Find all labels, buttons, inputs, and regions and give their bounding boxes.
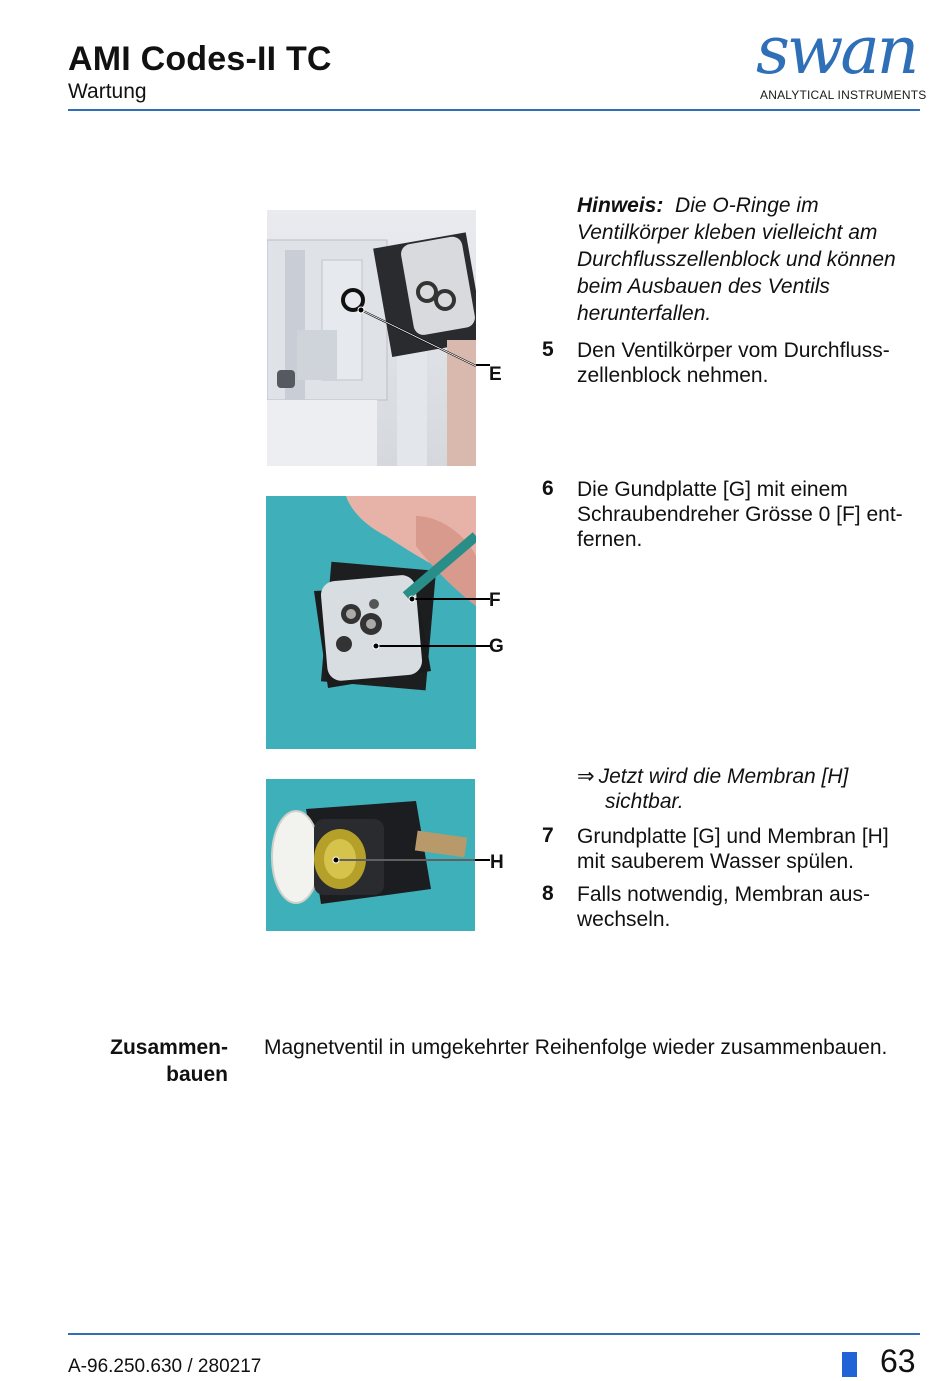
callout-line-h — [475, 859, 490, 861]
result-line: Jetzt wird die Membran [H] — [598, 765, 849, 788]
step-line: zellenblock nehmen. — [577, 364, 769, 387]
page-marker — [842, 1352, 857, 1377]
step-text — [577, 477, 927, 552]
step-text — [577, 338, 927, 388]
logo-wordmark: swan — [756, 12, 917, 89]
step-line: Grundplatte [G] und Membran [H] — [577, 825, 889, 848]
callout-line-g — [476, 645, 490, 647]
page-number: 63 — [880, 1343, 916, 1379]
note-line: Ventilkörper kleben vielleicht am — [577, 221, 878, 244]
callout-h: H — [490, 852, 504, 873]
base-plate-photo — [266, 496, 476, 749]
step-line: Den Ventilkörper vom Durchfluss- — [577, 339, 890, 362]
result-note — [577, 764, 917, 814]
membrane-photo — [266, 779, 475, 931]
step-line: Schraubendreher Grösse 0 [F] ent- — [577, 503, 903, 526]
callout-f: F — [489, 590, 501, 611]
footer-divider — [68, 1333, 920, 1335]
note-label: Hinweis: — [577, 194, 664, 217]
step-text — [577, 882, 927, 932]
callout-line-e — [476, 364, 490, 366]
note-block — [577, 192, 927, 327]
callout-g: G — [489, 636, 504, 657]
assembly-heading — [80, 1034, 228, 1088]
step-text — [577, 824, 927, 874]
step-line: Die Gundplatte [G] mit einem — [577, 478, 848, 501]
document-number: A-96.250.630 / 280217 — [68, 1356, 262, 1377]
assembly-heading-line: bauen — [166, 1063, 228, 1086]
note-line: beim Ausbauen des Ventils — [577, 275, 830, 298]
step-number: 8 — [542, 882, 554, 905]
header-divider — [68, 109, 920, 111]
step-number: 6 — [542, 477, 554, 500]
note-line: Durchflusszellenblock und können — [577, 248, 896, 271]
section-subtitle: Wartung — [68, 80, 147, 103]
note-line: herunterfallen. — [577, 302, 712, 325]
result-arrow-icon: ⇒ — [577, 765, 595, 788]
valve-body-photo — [267, 210, 476, 466]
step-line: wechseln. — [577, 908, 671, 931]
result-line: sichtbar. — [605, 790, 684, 813]
step-line: Falls notwendig, Membran aus- — [577, 883, 870, 906]
step-number: 7 — [542, 824, 554, 847]
step-number: 5 — [542, 338, 554, 361]
callout-line-f — [476, 598, 490, 600]
swan-logo — [752, 12, 927, 104]
step-line: fernen. — [577, 528, 643, 551]
callout-e: E — [489, 364, 502, 385]
assembly-heading-line: Zusammen- — [110, 1036, 228, 1059]
assembly-text: Magnetventil in umgekehrter Reihenfolge wieder zusammenbauen. — [264, 1036, 888, 1059]
logo-tagline: ANALYTICAL INSTRUMENTS — [760, 88, 927, 102]
note-line: Die O-Ringe im — [675, 194, 819, 217]
step-line: mit sauberem Wasser spülen. — [577, 850, 854, 873]
document-title: AMI Codes-II TC — [68, 40, 332, 78]
